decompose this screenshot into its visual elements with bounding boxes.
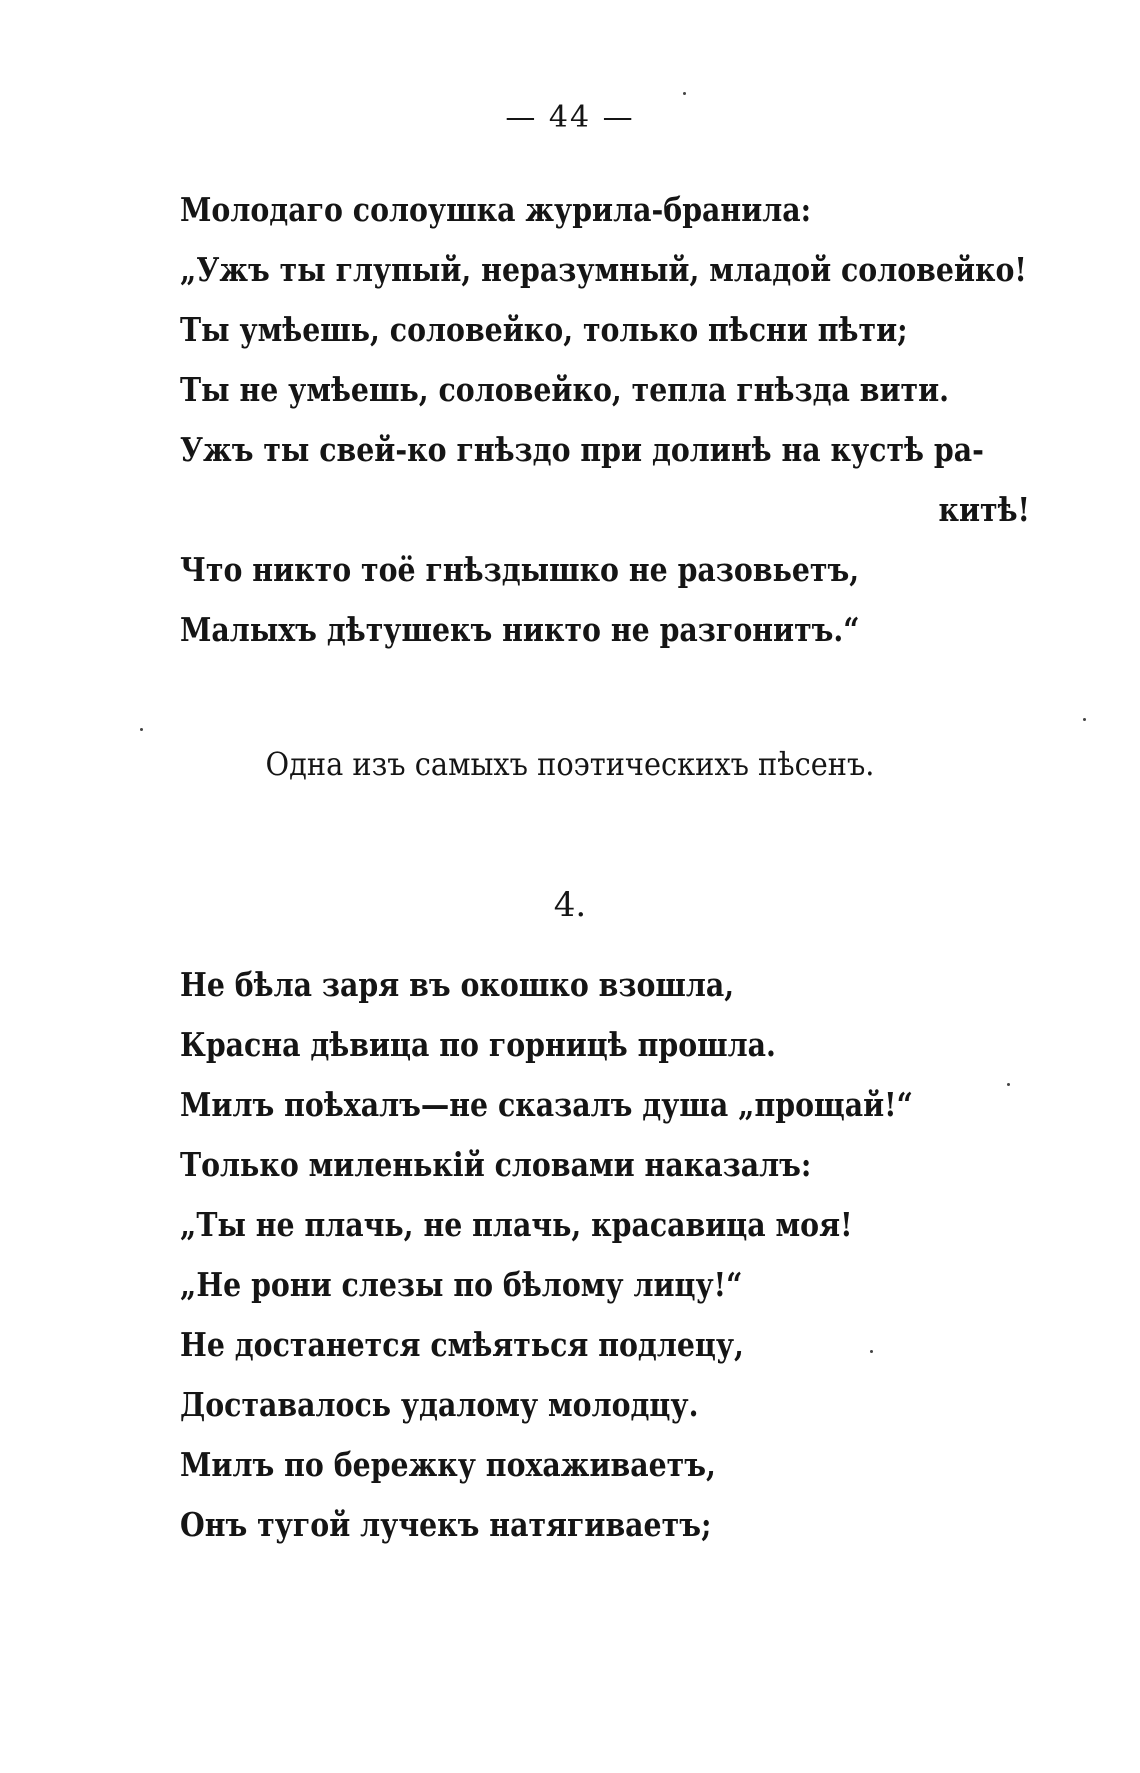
commentary-note: Одна изъ самыхъ поэтическихъ пѣсенъ. bbox=[265, 745, 875, 783]
verse-line: Не бѣла заря въ окошко взошла, bbox=[180, 965, 735, 1004]
verse-block-2 bbox=[180, 955, 1030, 1555]
verse-line: Не достанется смѣяться подлецу, bbox=[180, 1325, 744, 1364]
verse-line: Онъ тугой лучекъ натягиваетъ; bbox=[180, 1505, 712, 1544]
verse-line-continuation: китѣ! bbox=[938, 490, 1030, 529]
verse-line: Доставалось удалому молодцу. bbox=[180, 1385, 699, 1424]
scan-speck bbox=[1083, 718, 1086, 721]
verse-line: Что никто тоё гнѣздышко не разовьетъ, bbox=[180, 550, 860, 589]
scan-speck bbox=[1007, 1083, 1010, 1086]
scan-speck bbox=[140, 728, 143, 731]
scan-speck bbox=[870, 1350, 873, 1353]
verse-line: Малыхъ дѣтушекъ никто не разгонитъ.“ bbox=[180, 610, 860, 649]
verse-line: Ужъ ты свей-ко гнѣздо при долинѣ на кустѣ ра- bbox=[180, 430, 984, 469]
verse-line: „Ты не плачь, не плачь, красавица моя! bbox=[180, 1205, 853, 1244]
page-number: — 44 — bbox=[505, 100, 635, 135]
verse-line: Ты умѣешь, соловейко, только пѣсни пѣти; bbox=[180, 310, 908, 349]
verse-line: Молодаго солоушка журила-бранила: bbox=[180, 190, 812, 229]
verse-line: Милъ поѣхалъ—не сказалъ душа „прощай!“ bbox=[180, 1085, 913, 1124]
verse-line: „Ужъ ты глупый, неразумный, младой соловейко! bbox=[180, 250, 1027, 289]
scan-speck bbox=[683, 92, 686, 95]
verse-line: „Не рони слезы по бѣлому лицу!“ bbox=[180, 1265, 743, 1304]
verse-block-1 bbox=[180, 180, 1030, 660]
verse-line: Милъ по бережку похаживаетъ, bbox=[180, 1445, 716, 1484]
verse-line: Только миленькій словами наказалъ: bbox=[180, 1145, 812, 1184]
verse-line: Ты не умѣешь, соловейко, тепла гнѣзда вити. bbox=[180, 370, 950, 409]
stanza-number: 4. bbox=[553, 885, 587, 925]
verse-line: Красна дѣвица по горницѣ прошла. bbox=[180, 1025, 776, 1064]
